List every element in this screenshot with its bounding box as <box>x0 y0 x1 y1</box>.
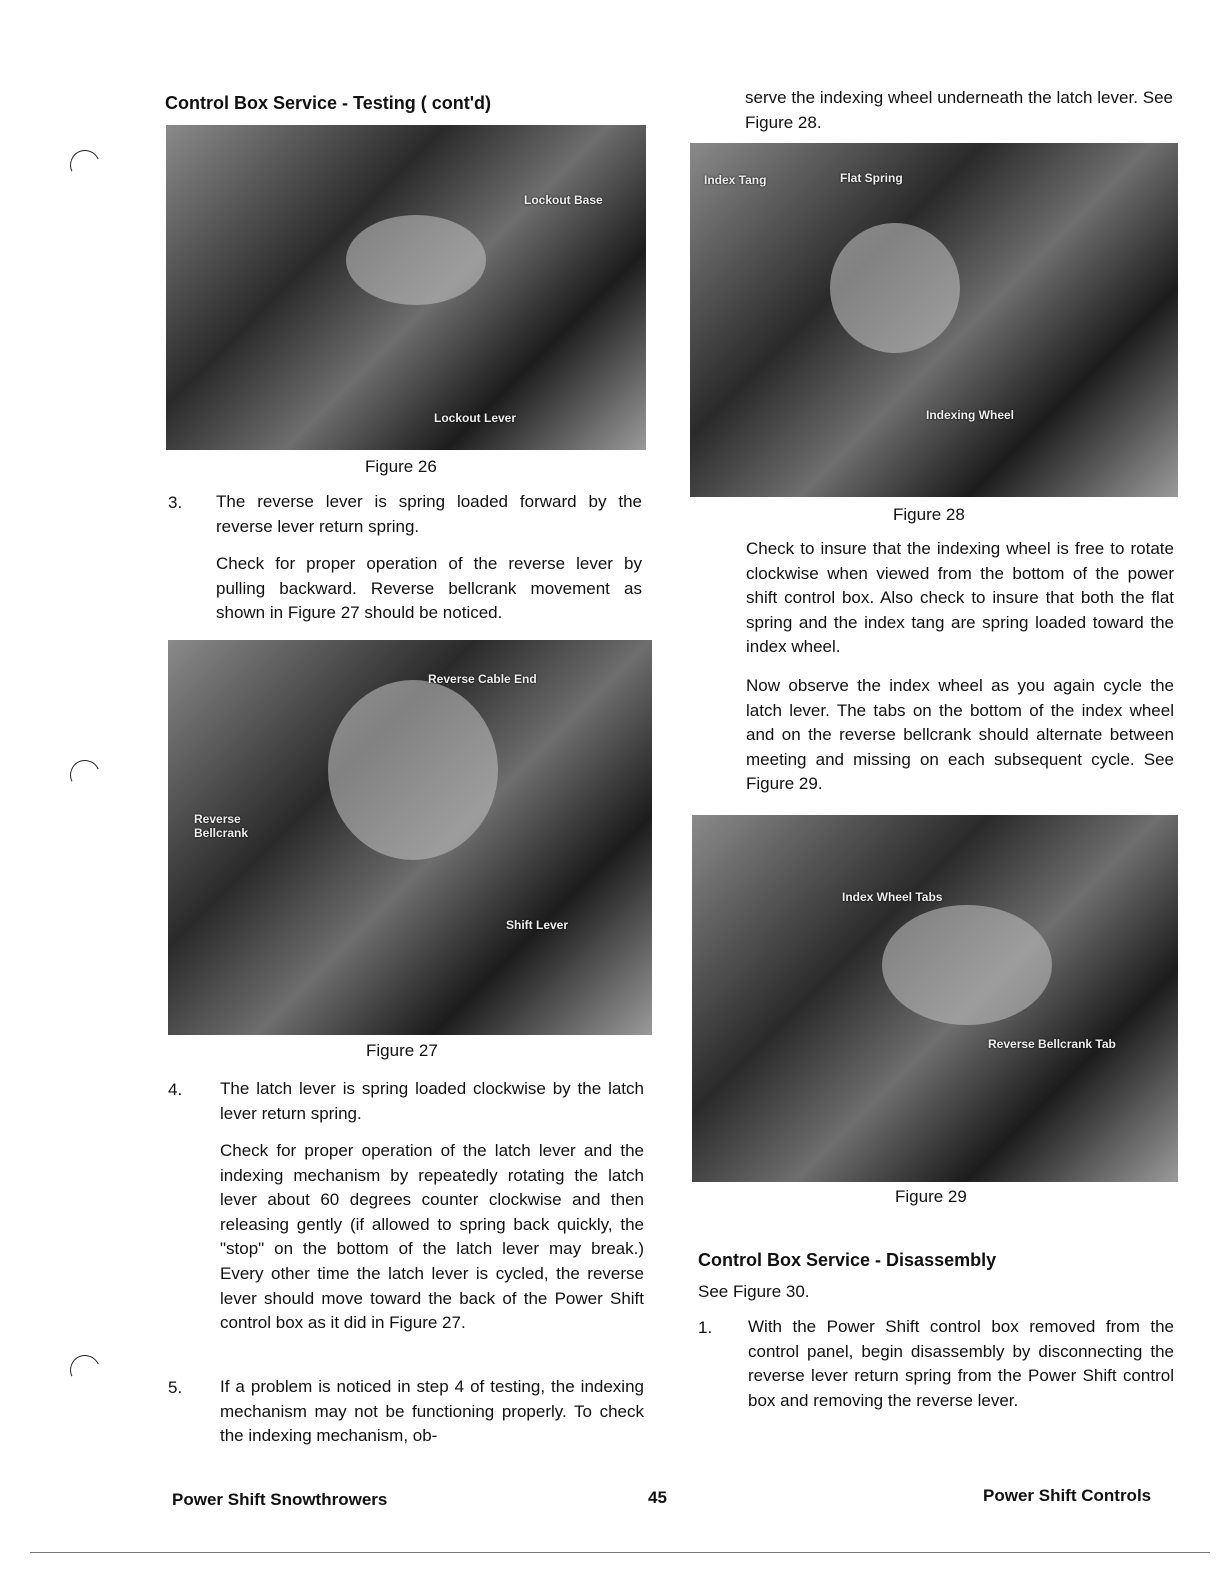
figure-26-photo <box>166 125 646 450</box>
page-number: 45 <box>648 1488 667 1507</box>
paragraph: Check for proper operation of the reverse lever by pulling backward. Reverse bellcrank movement as shown in Figure 27 should be noticed. <box>216 554 642 623</box>
figure-label: Lockout Base <box>524 193 603 207</box>
figure-28-photo <box>690 143 1178 497</box>
step-number: 5. <box>168 1378 183 1397</box>
paragraph: With the Power Shift control box removed from the control panel, begin disassembly by disconnecting the reverse lever return spring from the Power Shift control box and removing the reverse lever. <box>748 1317 1174 1410</box>
figure-label: Reverse Bellcrank <box>194 812 249 840</box>
section-heading: Control Box Service - Testing ( cont'd) <box>165 93 491 113</box>
figure-29-photo <box>692 815 1178 1182</box>
figure-label: Shift Lever <box>506 918 569 932</box>
figure-label: Flat Spring <box>840 171 903 185</box>
paragraph: Now observe the index wheel as you again cycle the latch lever. The tabs on the bottom of the index wheel and on the reverse bellcrank should alternate between meeting and missing on each subsequent cycle. See Figure 29. <box>746 676 1174 794</box>
figure-label: Reverse Bellcrank Tab <box>988 1037 1116 1051</box>
bottom-rule <box>30 1552 1210 1553</box>
step-number: 1. <box>698 1318 713 1337</box>
figure-label: Lockout Lever <box>434 411 517 425</box>
section-heading: Control Box Service - Disassembly <box>698 1250 997 1270</box>
footer-left: Power Shift Snowthrowers <box>172 1490 388 1509</box>
figure-label: Index Tang <box>704 173 767 187</box>
binder-hole-mark <box>66 1351 104 1389</box>
figure-reference: See Figure 30. <box>698 1282 810 1301</box>
figure-caption: Figure 28 <box>893 505 965 524</box>
binder-hole-mark <box>66 146 104 184</box>
figure-label: Reverse Cable End <box>428 672 537 686</box>
step-number: 4. <box>168 1080 183 1099</box>
step-number: 3. <box>168 493 183 512</box>
paragraph: The reverse lever is spring loaded forward by the reverse lever return spring. <box>216 492 642 536</box>
figure-caption: Figure 26 <box>365 457 437 476</box>
figure-label: Index Wheel Tabs <box>842 890 943 904</box>
figure-27-photo <box>168 640 652 1035</box>
figure-caption: Figure 27 <box>366 1041 438 1060</box>
paragraph: If a problem is noticed in step 4 of testing, the indexing mechanism may not be functioning properly. To check the indexing mechanism, ob- <box>220 1377 644 1446</box>
footer-right: Power Shift Controls <box>983 1486 1152 1505</box>
figure-label: Indexing Wheel <box>926 408 1015 422</box>
binder-hole-mark <box>66 756 104 794</box>
paragraph: Check to insure that the indexing wheel is free to rotate clockwise when viewed from the bottom of the power shift control box. Also check to insure that both the flat spring and the index tang are spring loaded toward the index wheel. <box>746 539 1174 657</box>
paragraph: serve the indexing wheel underneath the latch lever. See Figure 28. <box>745 88 1173 132</box>
paragraph: The latch lever is spring loaded clockwise by the latch lever return spring. <box>220 1079 644 1123</box>
figure-caption: Figure 29 <box>895 1187 967 1206</box>
paragraph: Check for proper operation of the latch lever and the indexing mechanism by repeatedly rotating the latch lever about 60 degrees counter clockwise and then releasing gently (if allowed to spring back quickly, the "stop" on the bottom of the latch lever may break.) Every other time the latch lever is cycled, the reverse lever should move toward the back of the Power Shift control box as it did in Figure 27. <box>220 1141 644 1333</box>
